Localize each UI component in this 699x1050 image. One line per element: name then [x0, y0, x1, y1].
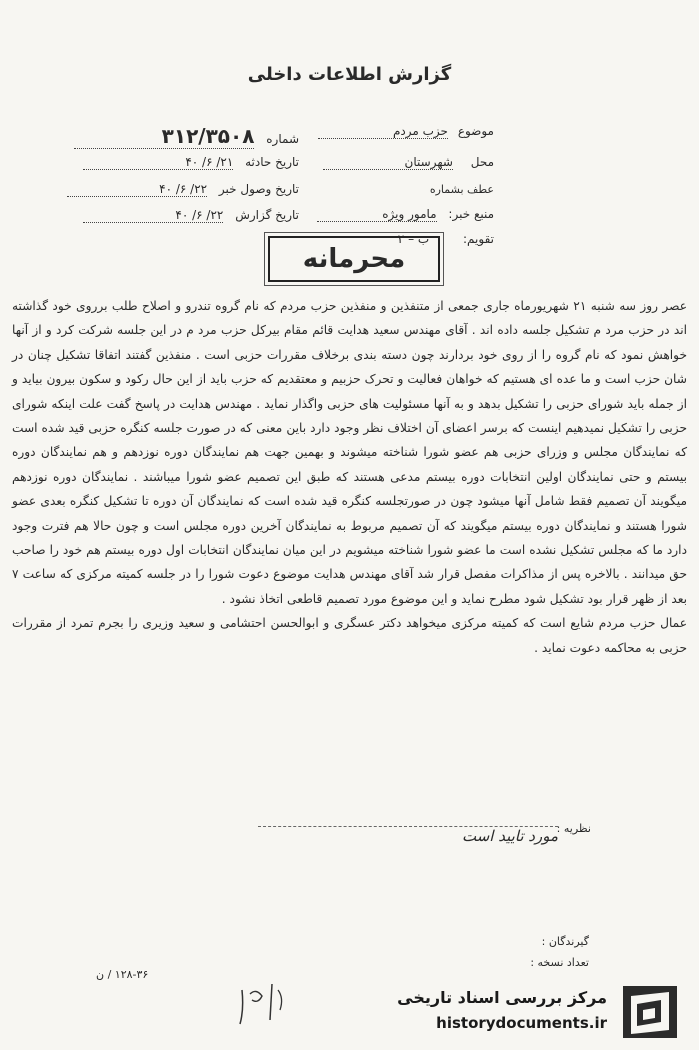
subject-label: موضوع — [457, 124, 494, 138]
ref-row — [274, 183, 494, 196]
report-date-label: تاریخ گزارش — [235, 208, 299, 222]
event-date-label: تاریخ حادثه — [245, 155, 299, 169]
archive-code: ۱۲۸-۳۶ / ن — [96, 968, 149, 981]
number-label: شماره — [266, 132, 299, 146]
subject-row — [274, 124, 494, 139]
number-value: ۳۱۲/۳۵۰۸ — [74, 124, 254, 149]
recipients-label: گیرندگان : — [541, 935, 589, 948]
rating-label: تقویم: — [463, 232, 494, 246]
rating-value: ب – ۲ — [397, 232, 430, 246]
report-date-value: ۲۲/ ۶/ ۴۰ — [83, 208, 223, 223]
number-row — [29, 124, 299, 149]
document-title: گزارش اطلاعات داخلی — [247, 64, 452, 85]
opinion-label: نظریه : — [556, 822, 591, 835]
source-label: منبع خبر: — [448, 207, 494, 221]
subject-value: حزب مردم — [318, 124, 448, 139]
source-row — [274, 207, 494, 222]
watermark-logo — [389, 982, 689, 1044]
receipt-date-label: تاریخ وصول خبر — [218, 182, 299, 196]
report-body — [12, 294, 687, 660]
archive-logo-icon — [617, 982, 683, 1042]
body-paragraph-2: عمال حزب مردم شایع است که کمیته مرکزی میخواهد دکتر عسگری و ابوالحسن احتشامی و سعید وزیری را بجرم تمرد از مقررات حزبی به محاکمه دعوت نماید . — [12, 616, 687, 655]
ref-label: عطف بشماره — [429, 183, 494, 196]
event-date-row — [29, 155, 299, 170]
place-row — [274, 155, 494, 170]
source-value: مامور ویژه — [317, 207, 437, 222]
handwritten-note — [232, 980, 302, 1030]
watermark-url: historydocuments.ir — [436, 1014, 607, 1032]
body-paragraph-1: عصر روز سه شنبه ۲۱ شهریورماه جاری جمعی از متنفذین و منفذین حزب مردم که نام گروه تندرو و اصلاح طلب برروی خود گذاشته اند در حزب مرد م تشکیل جلسه داده اند . آقای مهندس سعید هدایت قائم مقام بیرکل حزب مرد م در این جلسه شرکت کرد و از آنها خواهش نمود که نام گروه را از روی خود بردارند چون دسته بندی برخلاف مقررات حزبی است . منفذین گفتند اتفاقا تشکیل چنان در شان حزب است و ما عده ای هستیم که خواهان فعالیت و تحرک حزبیم و معتقدیم که حزب باید از این حال رکود و سکون بیرون بیاید و از جمله باید شورای حزبی را تشکیل بدهد و به آنها مسئولیت های حزبی واگذار نماید . مهندس هدایت در پاسخ گفت علت اینکه شورای حزبی را تشکیل نمیدهیم اینست که برسر اعضای آن اختلاف نظر وجود دارد باین معنی که در صورت جلسه کنگره حزبی قید شده است که نمایندگان مجلس و وزرای حزبی هم عضو شورا شناخته میشوند و بهمین جهت هم نمایندگان دوره نوزدهم و هم نمایندگان دوره بیستم و حتی نمایندگان اولین انتخابات دوره بیستم مدعی هستند که طبق این تصمیم عضو شورا میباشند . نمایندگان دوره نوزدهم میگویند آن تصمیم فقط شامل آنها میشود چون در صورتجلسه کنگره قید شده است که نمایندگان آن دوره تا تشکیل کنگره بعدی عضو شورا هستند و نمایندگان دوره بیستم میگویند که آن تصمیم مربوط به نمایندگان آخرین دوره مجلس است و چون حالا هم فترت وجود دارد ما که مجلس تشکیل نشده است ما عضو شورا شناخته میشویم در این میان نمایندگان انتخابات اول دوره بیستم هم خود را صاحب حق میدانند . بالاخره پس از مذاکرات مفصل قرار شد آقای مهندس هدایت موضوع دعوت شورا را در جلسه کمیته مرکزی که ساعت ۷ بعد از ظهر قرار بود تشکیل شود مطرح نماید و این موضوع مورد تصمیم قاطعی اتخاذ نشود . — [12, 299, 687, 606]
receipt-date-row — [29, 182, 299, 197]
signature: مورد تایید است — [258, 826, 558, 867]
place-value: شهرستان — [323, 155, 453, 170]
receipt-date-value: ۲۲/ ۶/ ۴۰ — [67, 182, 207, 197]
event-date-value: ۲۱/ ۶/ ۴۰ — [83, 155, 233, 170]
copies-label: تعداد نسخه : — [530, 956, 589, 969]
report-date-row — [29, 208, 299, 223]
place-label: محل — [470, 155, 494, 169]
confidential-stamp: محرمانه — [268, 236, 440, 282]
watermark-org-name: مرکز بررسی اسناد تاریخی — [397, 988, 607, 1007]
